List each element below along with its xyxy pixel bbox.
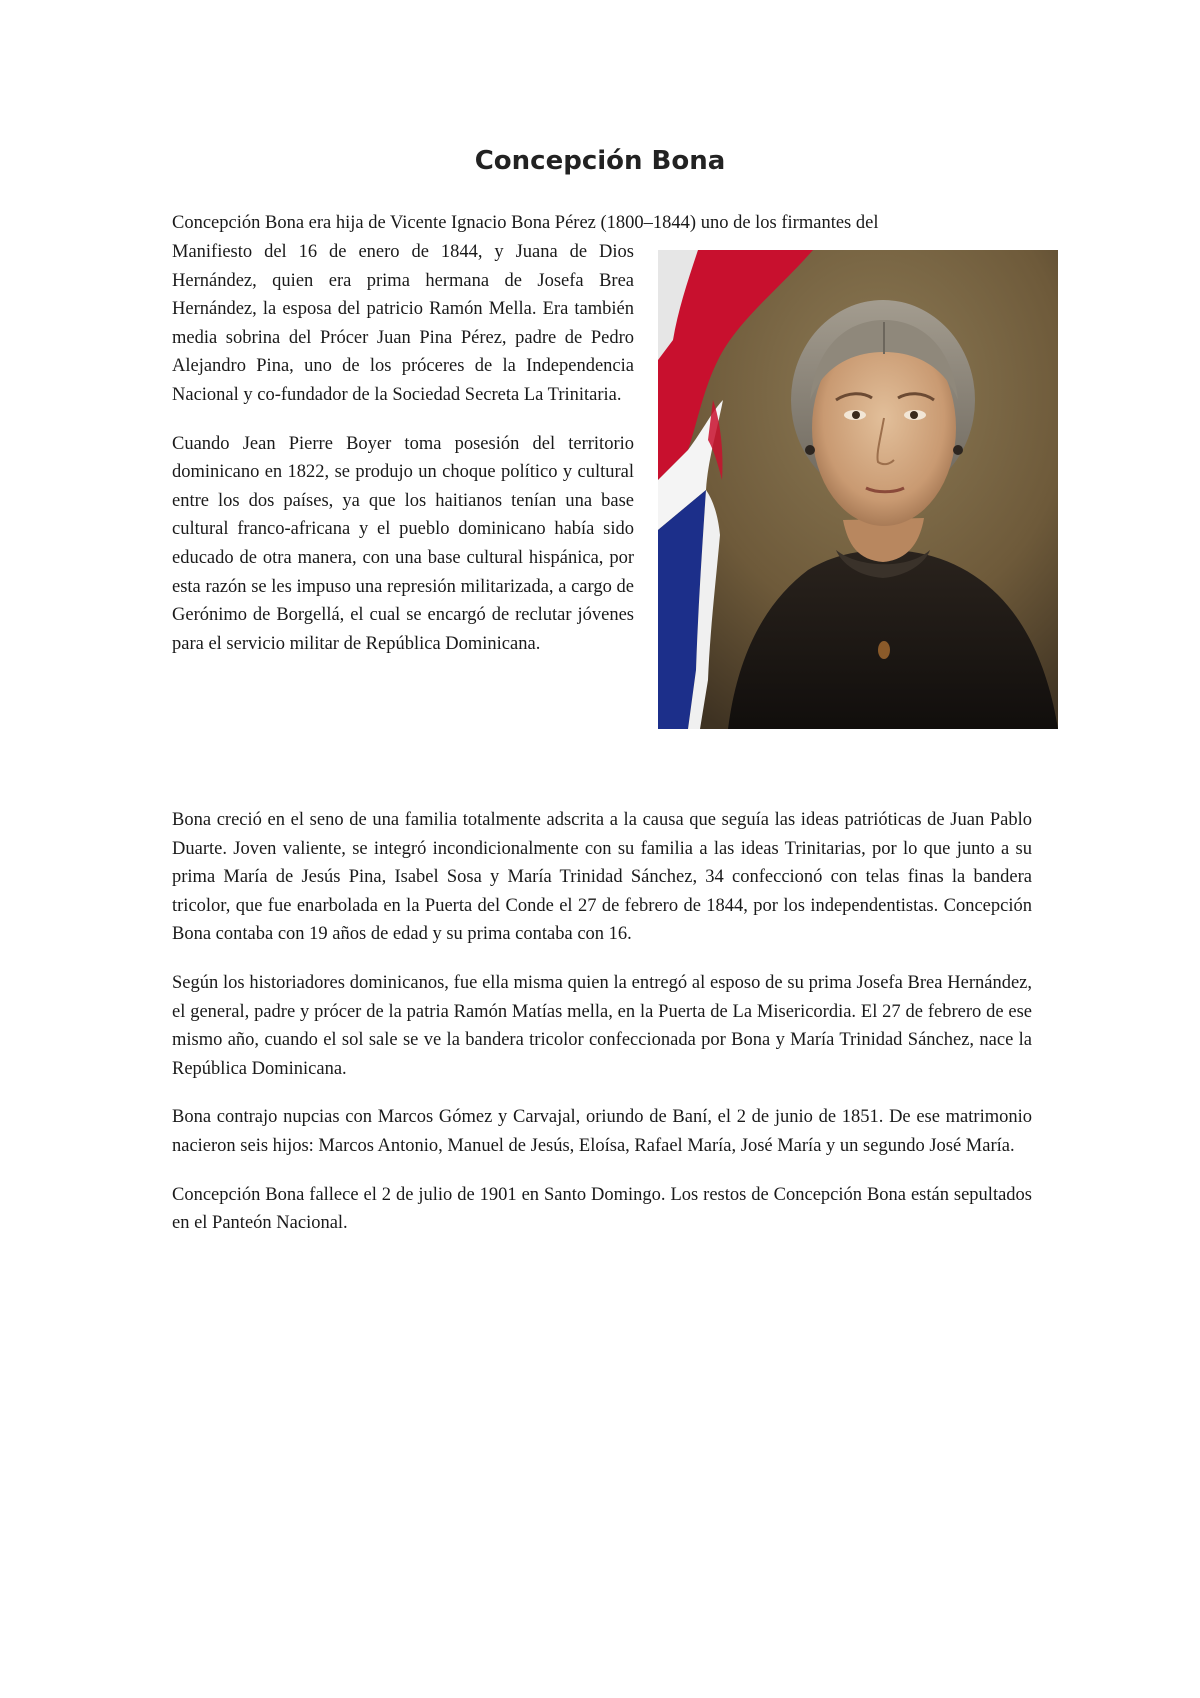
paragraph-5: Bona contrajo nupcias con Marcos Gómez y Carvajal, oriundo de Baní, el 2 de junio de 1851. De ese matrimonio nacieron seis hijos: Marcos Antonio, Manuel de Jesús, Eloísa, Rafael María, José María y un segundo José María.: [172, 1107, 1032, 1156]
full-width-text: [172, 806, 1032, 1238]
paragraph-1-continued: Manifiesto del 16 de enero de 1844, y Juana de Dios Hernández, quien era prima hermana de Josefa Brea Hernández, la esposa del patricio Ramón Mella. Era también media sobrina del Prócer Juan Pina Pérez, padre de Pedro Alejandro Pina, uno de los próceres de la Independencia Nacional y co-fundador de la Sociedad Secreta La Trinitaria.: [172, 242, 634, 405]
portrait-brooch: [878, 641, 890, 659]
paragraph-6: Concepción Bona fallece el 2 de julio de 1901 en Santo Domingo. Los restos de Concepción Bona están sepultados en el Panteón Nacional.: [172, 1184, 1032, 1234]
portrait-image: [658, 250, 1058, 729]
paragraph-1-first-line: Concepción Bona era hija de Vicente Ignacio Bona Pérez (1800–1844) uno de los firmantes del: [172, 213, 879, 233]
portrait-painting: [658, 250, 1058, 729]
page-title: Concepción Bona: [474, 146, 726, 176]
paragraph-3: Bona creció en el seno de una familia totalmente adscrita a la causa que seguía las ideas patrióticas de Juan Pablo Duarte. Joven valiente, se integró incondicionalmente con su familia a las ideas Trinitarias, por lo que junto a su prima María de Jesús Pina, Isabel Sosa y María Trinidad Sánchez, 34 confeccionó con telas finas la bandera tricolor, que fue enarbolada en la Puerta del Conde el 27 de febrero de 1844, por los independentistas. Concepción Bona contaba con 19 años de edad y su prima contaba con 16.: [172, 810, 1032, 945]
text-column-beside-portrait: [172, 238, 634, 658]
paragraph-4: Según los historiadores dominicanos, fue ella misma quien la entregó al esposo de su prima Josefa Brea Hernández, el general, padre y prócer de la patria Ramón Matías mella, en la Puerta de La Misericordia. El 27 de febrero de ese mismo año, cuando el sol sale se ve la bandera tricolor confeccionada por Bona y María Trinidad Sánchez, nace la República Dominicana.: [172, 972, 1032, 1079]
paragraph-2: Cuando Jean Pierre Boyer toma posesión del territorio dominicano en 1822, se produjo un choque político y cultural entre los dos países, ya que los haitianos tenían una base cultural franco-africana y el pueblo dominicano había sido educado de otra manera, con una base cultural hispánica, por esta razón se les impuso una represión militarizada, a cargo de Gerónimo de Borgellá, el cual se encargó de reclutar jóvenes para el servicio militar de República Dominicana.: [172, 433, 634, 654]
